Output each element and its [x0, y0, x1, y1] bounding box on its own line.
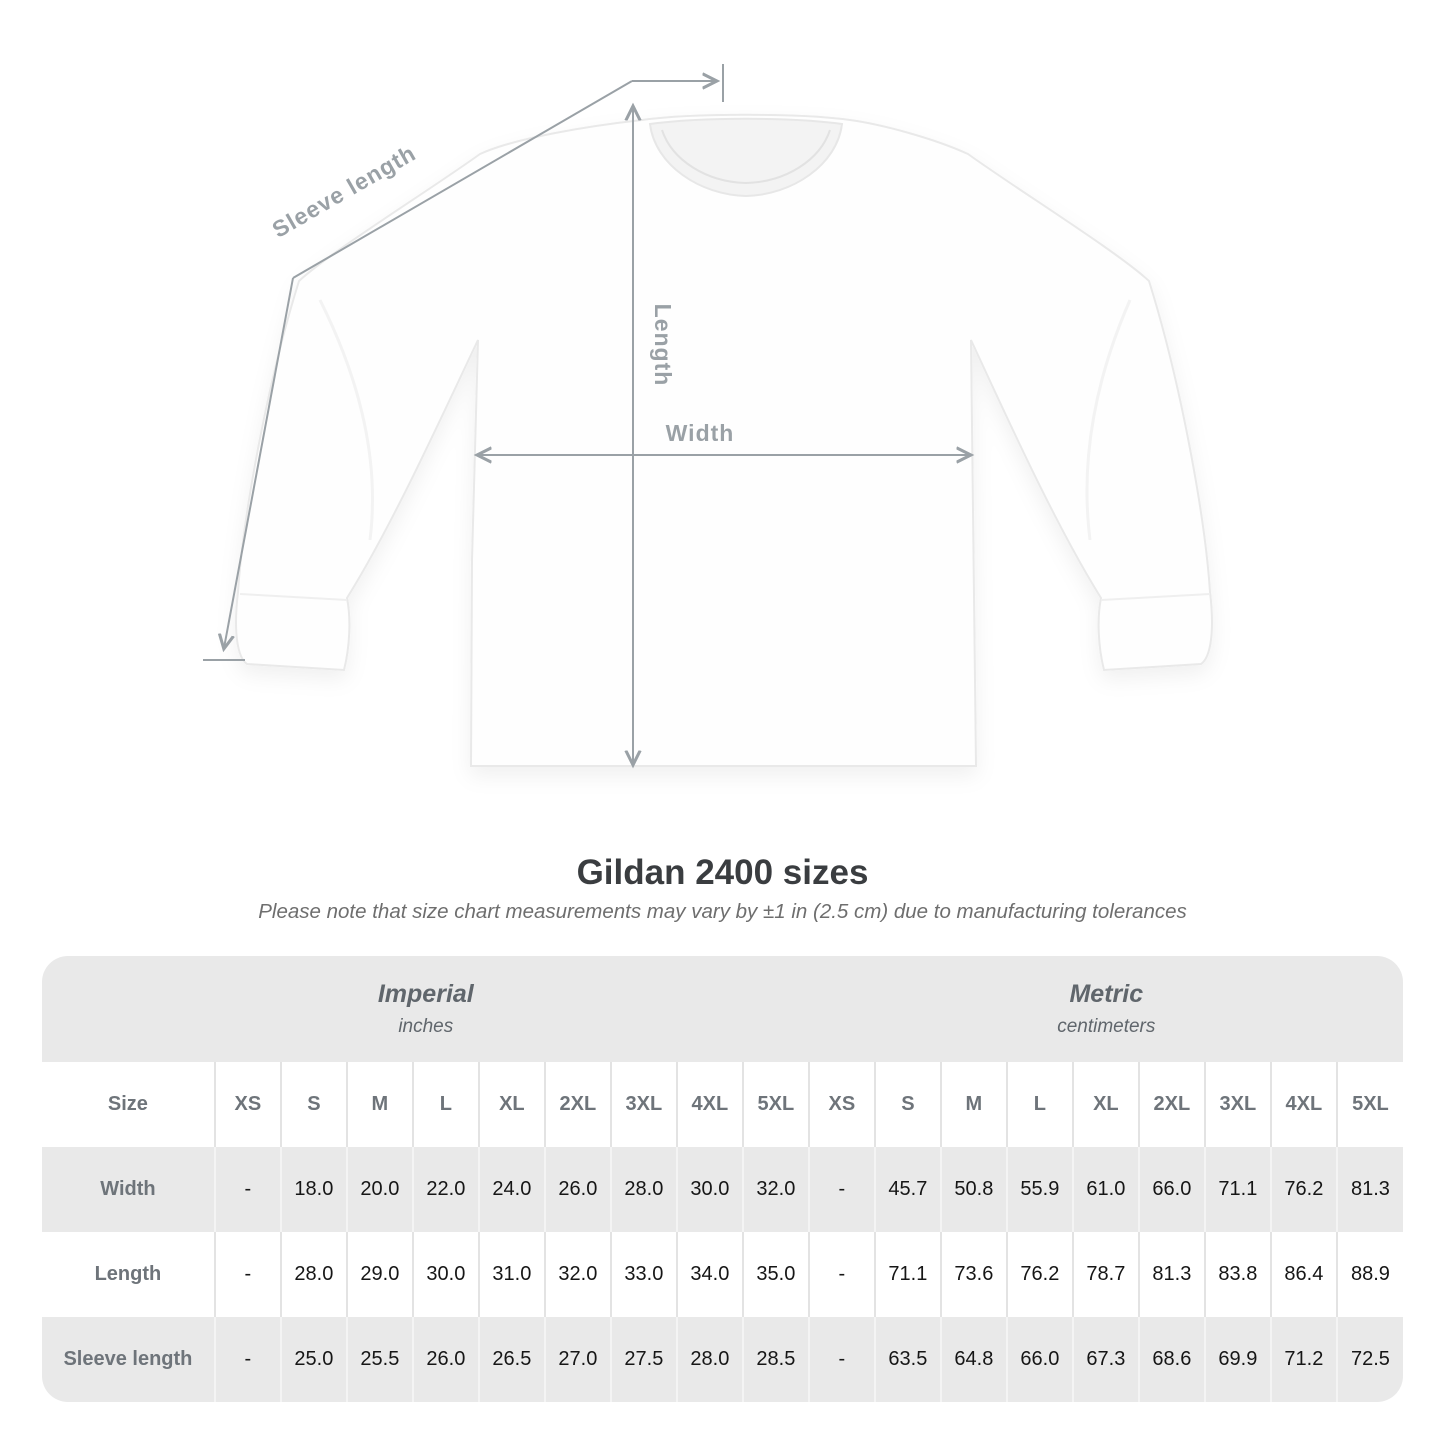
value-cell: 22.0 [413, 1147, 479, 1232]
value-cell: 30.0 [413, 1232, 479, 1317]
value-cell: 69.9 [1205, 1317, 1271, 1402]
value-cell: - [809, 1147, 875, 1232]
length-label: Length [650, 303, 676, 387]
row-label: Sleeve length [42, 1317, 215, 1402]
value-cell: 72.5 [1337, 1317, 1403, 1402]
value-cell: 88.9 [1337, 1232, 1403, 1317]
value-cell: 63.5 [875, 1317, 941, 1402]
size-col-header: 3XL [611, 1062, 677, 1147]
value-cell: 81.3 [1139, 1232, 1205, 1317]
value-cell: 28.0 [677, 1317, 743, 1402]
value-cell: 71.1 [875, 1232, 941, 1317]
size-col-header: XS [809, 1062, 875, 1147]
sleeve-length-label: Sleeve length [267, 139, 421, 243]
size-col-header: XS [215, 1062, 281, 1147]
row-label: Length [42, 1232, 215, 1317]
value-cell: 68.6 [1139, 1317, 1205, 1402]
value-cell: 26.0 [545, 1147, 611, 1232]
value-cell: 71.1 [1205, 1147, 1271, 1232]
row-label: Width [42, 1147, 215, 1232]
value-cell: 61.0 [1073, 1147, 1139, 1232]
value-cell: 25.5 [347, 1317, 413, 1402]
value-cell: - [215, 1147, 281, 1232]
value-cell: 78.7 [1073, 1232, 1139, 1317]
metric-title: Metric [1069, 980, 1144, 1008]
width-label: Width [665, 420, 735, 446]
table-row-length [42, 1232, 1403, 1317]
size-col-header: S [281, 1062, 347, 1147]
value-cell: 66.0 [1007, 1317, 1073, 1402]
value-cell: 71.2 [1271, 1317, 1337, 1402]
value-cell: 32.0 [545, 1232, 611, 1317]
value-cell: 28.0 [611, 1147, 677, 1232]
size-col-header: 2XL [1139, 1062, 1205, 1147]
size-col-header: S [875, 1062, 941, 1147]
value-cell: 20.0 [347, 1147, 413, 1232]
value-cell: 18.0 [281, 1147, 347, 1232]
value-cell: - [809, 1317, 875, 1402]
value-cell: 30.0 [677, 1147, 743, 1232]
size-col-header: L [1007, 1062, 1073, 1147]
value-cell: 35.0 [743, 1232, 809, 1317]
table-row-sleeve-length [42, 1317, 1403, 1402]
value-cell: 26.0 [413, 1317, 479, 1402]
size-col-header: L [413, 1062, 479, 1147]
size-col-header: 5XL [743, 1062, 809, 1147]
size-col-header: 4XL [1271, 1062, 1337, 1147]
value-cell: 83.8 [1205, 1232, 1271, 1317]
value-cell: 64.8 [941, 1317, 1007, 1402]
value-cell: 45.7 [875, 1147, 941, 1232]
imperial-unit: inches [398, 1016, 454, 1037]
value-cell: 29.0 [347, 1232, 413, 1317]
value-cell: 86.4 [1271, 1232, 1337, 1317]
size-col-header: 2XL [545, 1062, 611, 1147]
size-header-row [42, 1062, 1403, 1147]
size-col-header: 3XL [1205, 1062, 1271, 1147]
value-cell: - [215, 1317, 281, 1402]
value-cell: 66.0 [1139, 1147, 1205, 1232]
size-col-header: M [347, 1062, 413, 1147]
size-col-header: 4XL [677, 1062, 743, 1147]
size-table-panel [42, 956, 1403, 1402]
value-cell: 34.0 [677, 1232, 743, 1317]
value-cell: 25.0 [281, 1317, 347, 1402]
value-cell: - [809, 1232, 875, 1317]
value-cell: - [215, 1232, 281, 1317]
tolerance-note: Please note that size chart measurements may vary by ±1 in (2.5 cm) due to manufacturing tolerances [258, 900, 1187, 923]
size-header-label: Size [42, 1062, 215, 1147]
value-cell: 81.3 [1337, 1147, 1403, 1232]
metric-header [810, 956, 1403, 1062]
value-cell: 27.0 [545, 1317, 611, 1402]
value-cell: 27.5 [611, 1317, 677, 1402]
value-cell: 76.2 [1271, 1147, 1337, 1232]
size-col-header: 5XL [1337, 1062, 1403, 1147]
value-cell: 28.0 [281, 1232, 347, 1317]
value-cell: 67.3 [1073, 1317, 1139, 1402]
imperial-title: Imperial [377, 980, 474, 1008]
size-table [42, 1062, 1403, 1402]
value-cell: 76.2 [1007, 1232, 1073, 1317]
value-cell: 55.9 [1007, 1147, 1073, 1232]
value-cell: 26.5 [479, 1317, 545, 1402]
imperial-header [42, 956, 810, 1062]
size-col-header: XL [1073, 1062, 1139, 1147]
value-cell: 73.6 [941, 1232, 1007, 1317]
unit-header-band [42, 956, 1403, 1062]
value-cell: 33.0 [611, 1232, 677, 1317]
size-col-header: M [941, 1062, 1007, 1147]
table-row-width [42, 1147, 1403, 1232]
value-cell: 32.0 [743, 1147, 809, 1232]
value-cell: 50.8 [941, 1147, 1007, 1232]
size-col-header: XL [479, 1062, 545, 1147]
metric-unit: centimeters [1057, 1016, 1156, 1037]
page-title: Gildan 2400 sizes [576, 853, 869, 892]
value-cell: 28.5 [743, 1317, 809, 1402]
value-cell: 31.0 [479, 1232, 545, 1317]
value-cell: 24.0 [479, 1147, 545, 1232]
